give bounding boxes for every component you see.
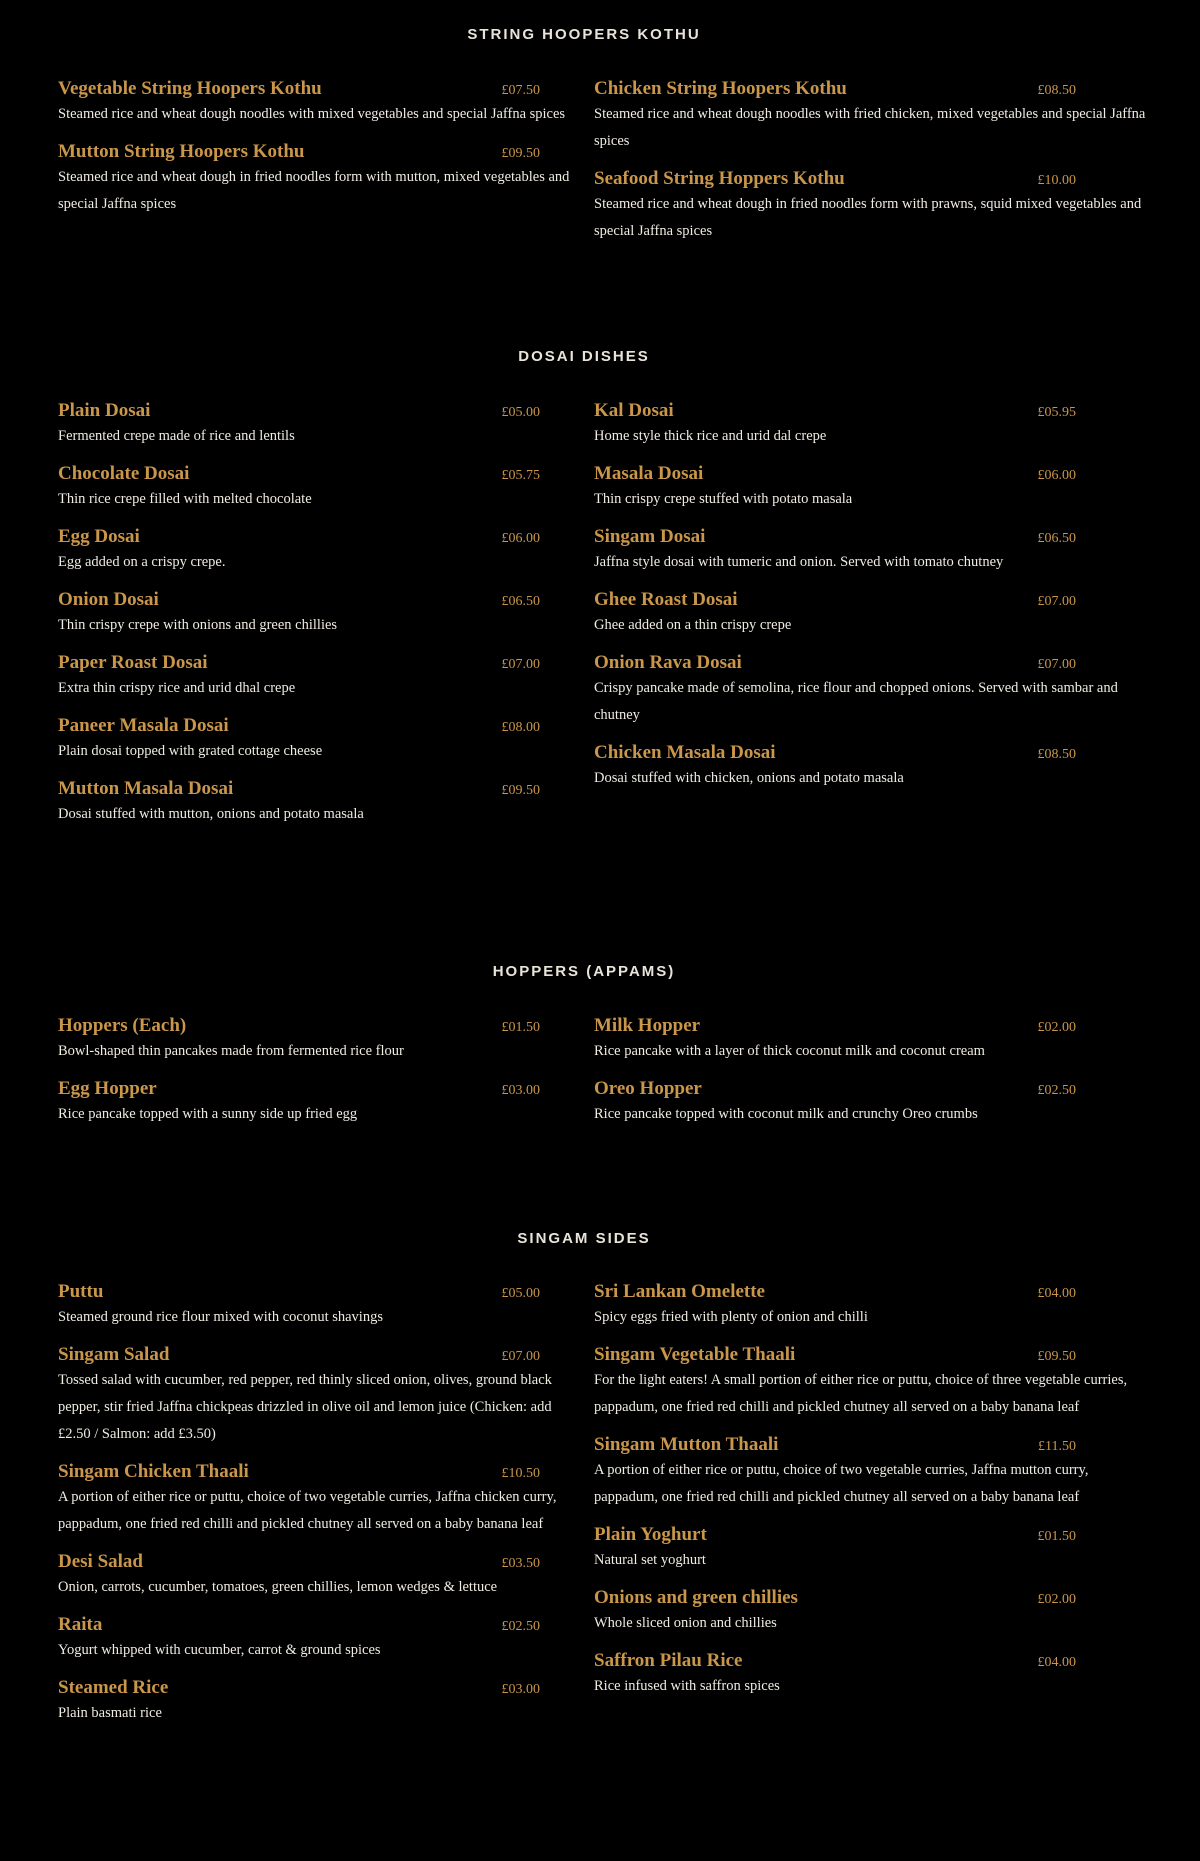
menu-item-price: £07.00 [1037, 594, 1076, 609]
menu-column-left [58, 1015, 538, 1141]
section-items-string-hoopers-kothu [0, 78, 1154, 258]
menu-item-description: Steamed ground rice flour mixed with coconut shavings [58, 1309, 383, 1325]
menu-item-description: For the light eaters! A small portion of either rice or puttu, choice of three vegetable curries, pappadum, one fried red chilli and pickled chutney all served on a baby banana leaf [594, 1372, 1128, 1415]
menu-item-onion-dosai [58, 589, 538, 639]
menu-item-egg-hopper [58, 1078, 538, 1128]
menu-item-description: Dosai stuffed with mutton, onions and potato masala [58, 806, 364, 822]
menu-item-price: £05.00 [501, 405, 540, 420]
menu-item-description: Natural set yoghurt [594, 1552, 706, 1568]
menu-item-puttu [58, 1281, 538, 1331]
menu-item-name: Chocolate Dosai [58, 463, 190, 484]
menu-item-header [58, 715, 538, 737]
menu-item-hoppers-each [58, 1015, 538, 1065]
menu-item-price: £07.00 [501, 1349, 540, 1364]
menu-item-description: Rice pancake topped with a sunny side up fried egg [58, 1106, 358, 1122]
menu-item-header [594, 589, 1074, 611]
menu-item-name: Desi Salad [58, 1551, 143, 1572]
menu-item-description: Jaffna style dosai with tumeric and onion. Served with tomato chutney [594, 554, 1004, 570]
menu-item-header [594, 1587, 1074, 1609]
menu-item-description: Rice pancake with a layer of thick coconut milk and coconut cream [594, 1043, 985, 1059]
menu-item-price: £09.50 [501, 783, 540, 798]
menu-item-name: Mutton String Hoopers Kothu [58, 141, 305, 162]
menu-item-name: Singam Vegetable Thaali [594, 1344, 796, 1365]
menu-item-header [58, 463, 538, 485]
section-items-dosai-dishes [0, 400, 1154, 841]
menu-column-right [594, 1281, 1154, 1740]
menu-item-price: £03.00 [501, 1682, 540, 1697]
menu-item-header [58, 1614, 538, 1636]
menu-item-saffron-pilau-rice [594, 1650, 1154, 1700]
menu-item-header [594, 168, 1074, 190]
menu-item-onions-and-green-chillies [594, 1587, 1154, 1637]
menu-item-description: Plain dosai topped with grated cottage cheese [58, 743, 323, 759]
menu-item-price: £01.50 [501, 1020, 540, 1035]
menu-item-header [58, 1344, 538, 1366]
menu-item-name: Milk Hopper [594, 1015, 701, 1036]
menu-item-description: Egg added on a crispy crepe. [58, 554, 226, 570]
menu-item-name: Saffron Pilau Rice [594, 1650, 743, 1671]
menu-item-description: Tossed salad with cucumber, red pepper, red thinly sliced onion, olives, ground black pepper, stir fried Jaffna chickpeas drizzled in olive oil and lemon juice (Chicken: add £2.50 / Salmon: add £3.50) [58, 1372, 552, 1442]
menu-item-header [594, 1078, 1074, 1100]
menu-item-description: Whole sliced onion and chillies [594, 1615, 777, 1631]
menu-item-description: Yogurt whipped with cucumber, carrot & ground spices [58, 1642, 381, 1658]
menu-item-name: Hoppers (Each) [58, 1015, 187, 1036]
menu-item-name: Egg Dosai [58, 526, 140, 547]
menu-item-header [594, 463, 1074, 485]
menu-item-header [58, 78, 538, 100]
menu-item-header [594, 652, 1074, 674]
menu-item-name: Vegetable String Hoopers Kothu [58, 78, 322, 99]
menu-item-sri-lankan-omelette [594, 1281, 1154, 1331]
menu-item-ghee-roast-dosai [594, 589, 1154, 639]
menu-item-name: Sri Lankan Omelette [594, 1281, 765, 1302]
menu-item-raita [58, 1614, 538, 1664]
menu-item-description: Rice pancake topped with coconut milk and crunchy Oreo crumbs [594, 1106, 978, 1122]
menu-item-description: Ghee added on a thin crispy crepe [594, 617, 792, 633]
menu-item-price: £04.00 [1037, 1655, 1076, 1670]
menu-item-plain-yoghurt [594, 1524, 1154, 1574]
menu-item-name: Singam Chicken Thaali [58, 1461, 249, 1482]
menu-item-header [58, 526, 538, 548]
menu-item-name: Onion Rava Dosai [594, 652, 742, 673]
menu-item-masala-dosai [594, 463, 1154, 513]
menu-item-header [58, 1078, 538, 1100]
menu-item-header [58, 141, 538, 163]
menu-item-price: £07.00 [1037, 657, 1076, 672]
menu-item-name: Onions and green chillies [594, 1587, 798, 1608]
menu-item-price: £09.50 [1037, 1349, 1076, 1364]
menu-item-name: Kal Dosai [594, 400, 674, 421]
menu-item-name: Singam Salad [58, 1344, 170, 1365]
menu-item-price: £01.50 [1037, 1529, 1076, 1544]
menu-item-description: Plain basmati rice [58, 1705, 162, 1721]
menu-column-right [594, 400, 1154, 841]
menu-item-description: Steamed rice and wheat dough noodles with mixed vegetables and special Jaffna spices [58, 106, 566, 122]
menu-item-description: Spicy eggs fried with plenty of onion and chilli [594, 1309, 868, 1325]
menu-item-description: Rice infused with saffron spices [594, 1678, 780, 1694]
menu-item-oreo-hopper [594, 1078, 1154, 1128]
menu-item-description: Bowl-shaped thin pancakes made from fermented rice flour [58, 1043, 404, 1059]
menu-item-name: Singam Mutton Thaali [594, 1434, 779, 1455]
menu-item-header [58, 1015, 538, 1037]
menu-item-name: Mutton Masala Dosai [58, 778, 234, 799]
menu-item-steamed-rice [58, 1677, 538, 1727]
menu-item-name: Paper Roast Dosai [58, 652, 208, 673]
menu-item-description: Dosai stuffed with chicken, onions and potato masala [594, 770, 904, 786]
menu-item-header [58, 589, 538, 611]
menu-item-name: Onion Dosai [58, 589, 159, 610]
menu-item-description: Home style thick rice and urid dal crepe [594, 428, 827, 444]
menu-item-price: £02.50 [1037, 1083, 1076, 1098]
menu-item-price: £09.50 [501, 146, 540, 161]
menu-item-price: £05.00 [501, 1286, 540, 1301]
section-title-dosai-dishes: DOSAI DISHES [518, 348, 650, 365]
menu-item-description: A portion of either rice or puttu, choice of two vegetable curries, Jaffna mutton curry, pappadum, one fried red chilli and pickled chutney all served on a baby banana leaf [594, 1462, 1089, 1505]
menu-item-header [58, 1281, 538, 1303]
menu-item-chicken-string-hoopers-kothu [594, 78, 1154, 155]
menu-item-description: Steamed rice and wheat dough in fried noodles form with mutton, mixed vegetables and special Jaffna spices [58, 169, 570, 212]
menu-item-price: £02.00 [1037, 1020, 1076, 1035]
section-items-singam-sides [0, 1281, 1154, 1740]
menu-item-singam-vegetable-thaali [594, 1344, 1154, 1421]
menu-item-price: £03.50 [501, 1556, 540, 1571]
menu-item-header [594, 1281, 1074, 1303]
menu-item-plain-dosai [58, 400, 538, 450]
menu-item-paneer-masala-dosai [58, 715, 538, 765]
menu-item-price: £07.50 [501, 83, 540, 98]
menu-item-header [58, 652, 538, 674]
menu-item-singam-chicken-thaali [58, 1461, 557, 1538]
menu-item-name: Raita [58, 1614, 103, 1635]
menu-item-header [58, 400, 538, 422]
menu-item-header [594, 1524, 1074, 1546]
menu-item-onion-rava-dosai [594, 652, 1154, 729]
menu-item-description: Thin rice crepe filled with melted chocolate [58, 491, 312, 507]
menu-item-name: Singam Dosai [594, 526, 706, 547]
menu-item-price: £05.95 [1037, 405, 1076, 420]
menu-item-seafood-string-hoppers-kothu [594, 168, 1154, 245]
menu-item-price: £04.00 [1037, 1286, 1076, 1301]
menu-item-description: Thin crispy crepe with onions and green chillies [58, 617, 338, 633]
menu-item-name: Ghee Roast Dosai [594, 589, 738, 610]
menu-item-description: Crispy pancake made of semolina, rice flour and chopped onions. Served with sambar and chutney [594, 680, 1118, 723]
menu-item-name: Masala Dosai [594, 463, 704, 484]
menu-item-description: A portion of either rice or puttu, choice of two vegetable curries, Jaffna chicken curry, pappadum, one fried red chilli and pickled chutney all served on a baby banana leaf [58, 1489, 557, 1532]
menu-item-price: £03.00 [501, 1083, 540, 1098]
menu-item-price: £07.00 [501, 657, 540, 672]
section-title-string-hoopers-kothu: STRING HOOPERS KOTHU [467, 26, 701, 43]
menu-item-header [594, 1015, 1074, 1037]
menu-item-name: Plain Yoghurt [594, 1524, 707, 1545]
menu-item-description: Steamed rice and wheat dough noodles with fried chicken, mixed vegetables and special Jaffna spices [594, 106, 1146, 149]
menu-item-price: £08.00 [501, 720, 540, 735]
menu-column-left [58, 78, 570, 258]
menu-item-price: £06.50 [1037, 531, 1076, 546]
menu-item-chocolate-dosai [58, 463, 538, 513]
section-title-hoppers-appams: HOPPERS (APPAMS) [492, 963, 676, 980]
menu-item-header [58, 1551, 538, 1573]
menu-item-price: £10.50 [501, 1466, 540, 1481]
menu-column-right [594, 1015, 1154, 1141]
menu-item-price: £02.50 [501, 1619, 540, 1634]
menu-item-header [594, 400, 1074, 422]
menu-item-header [594, 78, 1074, 100]
menu-item-name: Chicken Masala Dosai [594, 742, 776, 763]
menu-item-description: Thin crispy crepe stuffed with potato masala [594, 491, 853, 507]
menu-item-header [594, 742, 1074, 764]
menu-item-mutton-string-hoopers-kothu [58, 141, 570, 218]
menu-item-price: £11.50 [1038, 1439, 1076, 1454]
menu-item-milk-hopper [594, 1015, 1154, 1065]
menu-item-name: Chicken String Hoopers Kothu [594, 78, 847, 99]
menu-item-name: Puttu [58, 1281, 104, 1302]
menu-item-header [594, 1650, 1074, 1672]
menu-item-header [594, 1434, 1074, 1456]
menu-item-header [58, 1677, 538, 1699]
menu-item-desi-salad [58, 1551, 538, 1601]
menu-item-name: Paneer Masala Dosai [58, 715, 229, 736]
menu-column-right [594, 78, 1154, 258]
menu-item-price: £08.50 [1037, 83, 1076, 98]
menu-item-description: Steamed rice and wheat dough in fried noodles form with prawns, squid mixed vegetables and special Jaffna spices [594, 196, 1142, 239]
menu-column-left [58, 1281, 557, 1740]
menu-item-name: Plain Dosai [58, 400, 151, 421]
menu-item-name: Oreo Hopper [594, 1078, 702, 1099]
menu-item-mutton-masala-dosai [58, 778, 538, 828]
menu-item-price: £08.50 [1037, 747, 1076, 762]
menu-item-header [594, 1344, 1074, 1366]
menu-item-paper-roast-dosai [58, 652, 538, 702]
menu-item-description: Onion, carrots, cucumber, tomatoes, green chillies, lemon wedges & lettuce [58, 1579, 498, 1595]
section-items-hoppers-appams [0, 1015, 1154, 1141]
menu-item-singam-salad [58, 1344, 552, 1448]
menu-item-price: £06.00 [1037, 468, 1076, 483]
menu-column-left [58, 400, 538, 841]
menu-item-name: Steamed Rice [58, 1677, 169, 1698]
menu-item-price: £06.00 [501, 531, 540, 546]
menu-item-singam-dosai [594, 526, 1154, 576]
menu-item-price: £10.00 [1037, 173, 1076, 188]
menu-item-price: £06.50 [501, 594, 540, 609]
menu-item-header [58, 778, 538, 800]
menu-item-name: Egg Hopper [58, 1078, 157, 1099]
menu-item-egg-dosai [58, 526, 538, 576]
menu-item-price: £02.00 [1037, 1592, 1076, 1607]
menu-item-description: Fermented crepe made of rice and lentils [58, 428, 295, 444]
menu-item-vegetable-string-hoopers-kothu [58, 78, 566, 128]
menu-item-header [594, 526, 1074, 548]
menu-item-header [58, 1461, 538, 1483]
menu-item-price: £05.75 [501, 468, 540, 483]
menu-item-kal-dosai [594, 400, 1154, 450]
section-title-singam-sides: SINGAM SIDES [517, 1230, 651, 1247]
menu-item-chicken-masala-dosai [594, 742, 1154, 792]
menu-item-singam-mutton-thaali [594, 1434, 1154, 1511]
menu-item-name: Seafood String Hoppers Kothu [594, 168, 845, 189]
menu-item-description: Extra thin crispy rice and urid dhal crepe [58, 680, 296, 696]
